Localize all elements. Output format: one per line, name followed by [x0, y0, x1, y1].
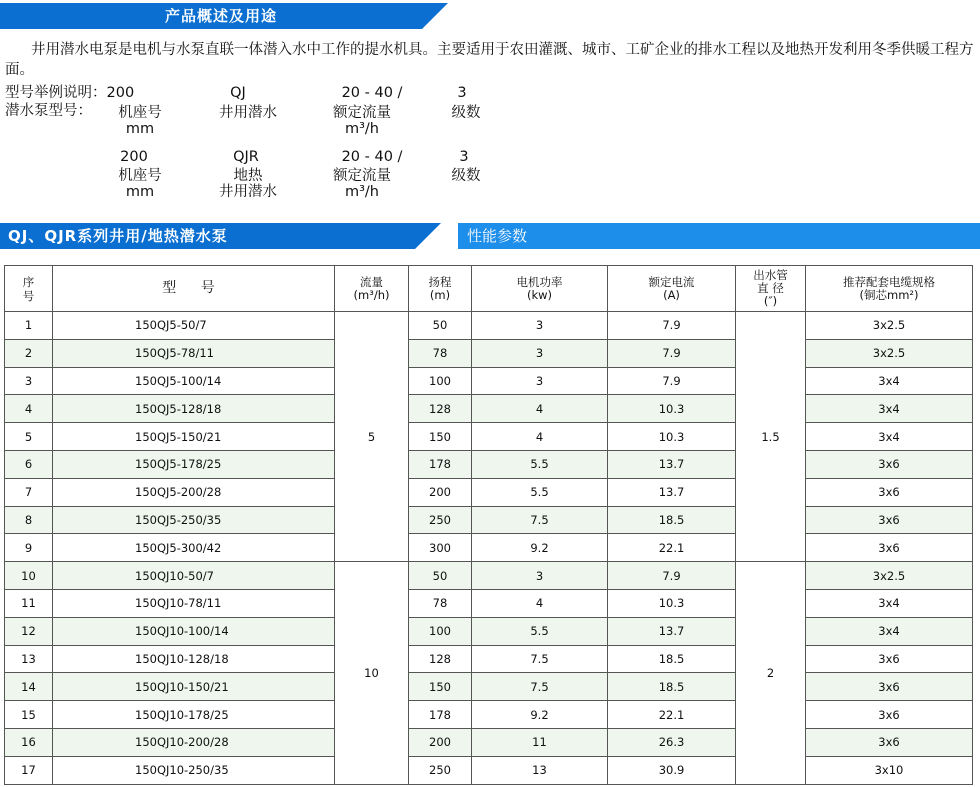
table-row [5, 450, 973, 478]
header-pipe: 出水管 直 径 (″) [736, 266, 806, 312]
cell-current: 22.1 [608, 534, 736, 562]
cell-head: 250 [409, 506, 472, 534]
cell-head: 78 [409, 339, 472, 367]
cell-power: 9.2 [472, 534, 608, 562]
cell-power: 11 [472, 728, 608, 756]
qjr-stage-label: 级数 [451, 168, 481, 184]
table-row [5, 312, 973, 340]
cell-no: 1 [5, 312, 53, 340]
example-line2-label: 潜水泵型号： [5, 103, 92, 119]
cell-no: 3 [5, 367, 53, 395]
cell-current: 30.9 [608, 756, 736, 784]
cell-no: 10 [5, 562, 53, 590]
table-row [5, 756, 973, 784]
cell-pipe-group-2: 2 [736, 562, 806, 784]
cell-head: 250 [409, 756, 472, 784]
section-title-overview: 产品概述及用途 [165, 7, 278, 25]
cell-power: 3 [472, 312, 608, 340]
cell-flow-group-1: 5 [335, 312, 409, 562]
cell-model: 150QJ10-78/11 [53, 589, 335, 617]
cell-model: 150QJ5-300/42 [53, 534, 335, 562]
table-row [5, 534, 973, 562]
cell-head: 178 [409, 450, 472, 478]
cell-no: 13 [5, 645, 53, 673]
header-power: 电机功率 (kw) [472, 266, 608, 312]
table-row [5, 701, 973, 729]
cell-current: 10.3 [608, 423, 736, 451]
qjr-code: QJR [233, 149, 259, 165]
qj-seat-label: 机座号 [118, 105, 162, 121]
cell-cable: 3x2.5 [806, 562, 973, 590]
cell-power: 4 [472, 589, 608, 617]
cell-no: 6 [5, 450, 53, 478]
table-row [5, 423, 973, 451]
cell-cable: 3x6 [806, 673, 973, 701]
cell-current: 10.3 [608, 395, 736, 423]
cell-current: 7.9 [608, 339, 736, 367]
cell-model: 150QJ5-128/18 [53, 395, 335, 423]
cell-cable: 3x4 [806, 423, 973, 451]
cell-no: 7 [5, 478, 53, 506]
cell-no: 16 [5, 728, 53, 756]
cell-cable: 3x2.5 [806, 312, 973, 340]
cell-no: 14 [5, 673, 53, 701]
cell-head: 50 [409, 312, 472, 340]
table-row [5, 645, 973, 673]
cell-power: 5.5 [472, 478, 608, 506]
qjr-seat-label: 机座号 [118, 168, 162, 184]
cell-head: 300 [409, 534, 472, 562]
cell-model: 150QJ5-178/25 [53, 450, 335, 478]
cell-model: 150QJ10-100/14 [53, 617, 335, 645]
section-title-series: QJ、QJR系列井用/地热潜水泵 [8, 227, 228, 245]
cell-current: 7.9 [608, 312, 736, 340]
cell-flow-group-2: 10 [335, 562, 409, 784]
cell-power: 4 [472, 395, 608, 423]
qjr-type-2: 井用潜水 [219, 184, 277, 200]
cell-power: 4 [472, 423, 608, 451]
table-row [5, 478, 973, 506]
cell-power: 5.5 [472, 617, 608, 645]
cell-head: 50 [409, 562, 472, 590]
cell-power: 3 [472, 339, 608, 367]
cell-power: 7.5 [472, 645, 608, 673]
header-current: 额定电流 (A) [608, 266, 736, 312]
cell-model: 150QJ10-128/18 [53, 645, 335, 673]
cell-power: 5.5 [472, 450, 608, 478]
cell-current: 18.5 [608, 506, 736, 534]
example-line1-label: 型号举例说明：200 [5, 85, 135, 101]
cell-no: 4 [5, 395, 53, 423]
qj-flow-head: 20 - 40 / [341, 85, 403, 101]
table-row [5, 617, 973, 645]
section-banner-performance [0, 223, 980, 249]
table-header-row [5, 266, 973, 312]
cell-current: 7.9 [608, 562, 736, 590]
cell-head: 128 [409, 645, 472, 673]
cell-current: 22.1 [608, 701, 736, 729]
section-banner-overview [0, 3, 980, 29]
cell-head: 200 [409, 728, 472, 756]
cell-model: 150QJ10-250/35 [53, 756, 335, 784]
qj-stage-label: 级数 [451, 105, 481, 121]
cell-cable: 3x2.5 [806, 339, 973, 367]
header-no: 序号 [5, 266, 53, 312]
cell-head: 100 [409, 617, 472, 645]
cell-current: 18.5 [608, 673, 736, 701]
table-row [5, 367, 973, 395]
qj-code: QJ [230, 85, 246, 101]
cell-head: 178 [409, 701, 472, 729]
qjr-flow-unit: m³/h [344, 184, 379, 200]
cell-model: 150QJ5-200/28 [53, 478, 335, 506]
cell-power: 7.5 [472, 506, 608, 534]
cell-model: 150QJ10-50/7 [53, 562, 335, 590]
qjr-flow-head: 20 - 40 / [341, 149, 403, 165]
table-row [5, 562, 973, 590]
cell-cable: 3x6 [806, 701, 973, 729]
qj-flow-unit: m³/h [344, 121, 379, 137]
cell-cable: 3x6 [806, 506, 973, 534]
cell-no: 8 [5, 506, 53, 534]
cell-current: 7.9 [608, 367, 736, 395]
header-flow: 流量 (m³/h) [335, 266, 409, 312]
intro-paragraph: 井用潜水电泵是电机与水泵直联一体潜入水中工作的提水机具。主要适用于农田灌溉、城市、工矿企业的排水工程以及地热开发利用冬季供暖工程方面。 [5, 42, 974, 78]
cell-model: 150QJ10-178/25 [53, 701, 335, 729]
header-model: 型 号 [53, 266, 335, 312]
cell-no: 17 [5, 756, 53, 784]
table-row [5, 506, 973, 534]
cell-power: 9.2 [472, 701, 608, 729]
cell-cable: 3x4 [806, 589, 973, 617]
cell-cable: 3x10 [806, 756, 973, 784]
cell-head: 150 [409, 673, 472, 701]
table-row [5, 339, 973, 367]
cell-current: 26.3 [608, 728, 736, 756]
qj-type: 井用潜水 [219, 105, 277, 121]
qjr-stage: 3 [459, 149, 469, 165]
table-row [5, 395, 973, 423]
qjr-type-1: 地热 [233, 168, 263, 184]
cell-cable: 3x6 [806, 728, 973, 756]
cell-model: 150QJ10-200/28 [53, 728, 335, 756]
cell-power: 13 [472, 756, 608, 784]
table-row [5, 589, 973, 617]
qjr-seat-unit: mm [125, 184, 155, 200]
cell-model: 150QJ5-50/7 [53, 312, 335, 340]
cell-cable: 3x4 [806, 367, 973, 395]
cell-cable: 3x6 [806, 478, 973, 506]
qj-seat-unit: mm [125, 121, 155, 137]
cell-power: 3 [472, 367, 608, 395]
cell-cable: 3x6 [806, 534, 973, 562]
cell-head: 100 [409, 367, 472, 395]
cell-model: 150QJ5-150/21 [53, 423, 335, 451]
cell-current: 18.5 [608, 645, 736, 673]
qj-flow-label: 额定流量 [333, 105, 391, 121]
cell-no: 9 [5, 534, 53, 562]
cell-model: 150QJ5-250/35 [53, 506, 335, 534]
qjr-seat-num: 200 [120, 149, 148, 165]
cell-current: 10.3 [608, 589, 736, 617]
table-row [5, 728, 973, 756]
qjr-flow-label: 额定流量 [333, 168, 391, 184]
section-subtitle-performance: 性能参数 [467, 227, 528, 245]
performance-table [4, 265, 973, 785]
cell-cable: 3x6 [806, 645, 973, 673]
header-head: 扬程 (m) [409, 266, 472, 312]
cell-head: 150 [409, 423, 472, 451]
cell-cable: 3x4 [806, 395, 973, 423]
cell-current: 13.7 [608, 450, 736, 478]
cell-no: 2 [5, 339, 53, 367]
qj-stage: 3 [457, 85, 467, 101]
cell-no: 11 [5, 589, 53, 617]
cell-cable: 3x4 [806, 617, 973, 645]
cell-power: 7.5 [472, 673, 608, 701]
cell-power: 3 [472, 562, 608, 590]
header-cable: 推荐配套电缆规格 (铜芯mm²) [806, 266, 973, 312]
table-row [5, 673, 973, 701]
cell-model: 150QJ10-150/21 [53, 673, 335, 701]
cell-current: 13.7 [608, 478, 736, 506]
cell-pipe-group-1: 1.5 [736, 312, 806, 562]
cell-cable: 3x6 [806, 450, 973, 478]
cell-no: 15 [5, 701, 53, 729]
cell-head: 78 [409, 589, 472, 617]
cell-model: 150QJ5-100/14 [53, 367, 335, 395]
cell-no: 12 [5, 617, 53, 645]
cell-head: 200 [409, 478, 472, 506]
cell-no: 5 [5, 423, 53, 451]
cell-head: 128 [409, 395, 472, 423]
cell-current: 13.7 [608, 617, 736, 645]
cell-model: 150QJ5-78/11 [53, 339, 335, 367]
